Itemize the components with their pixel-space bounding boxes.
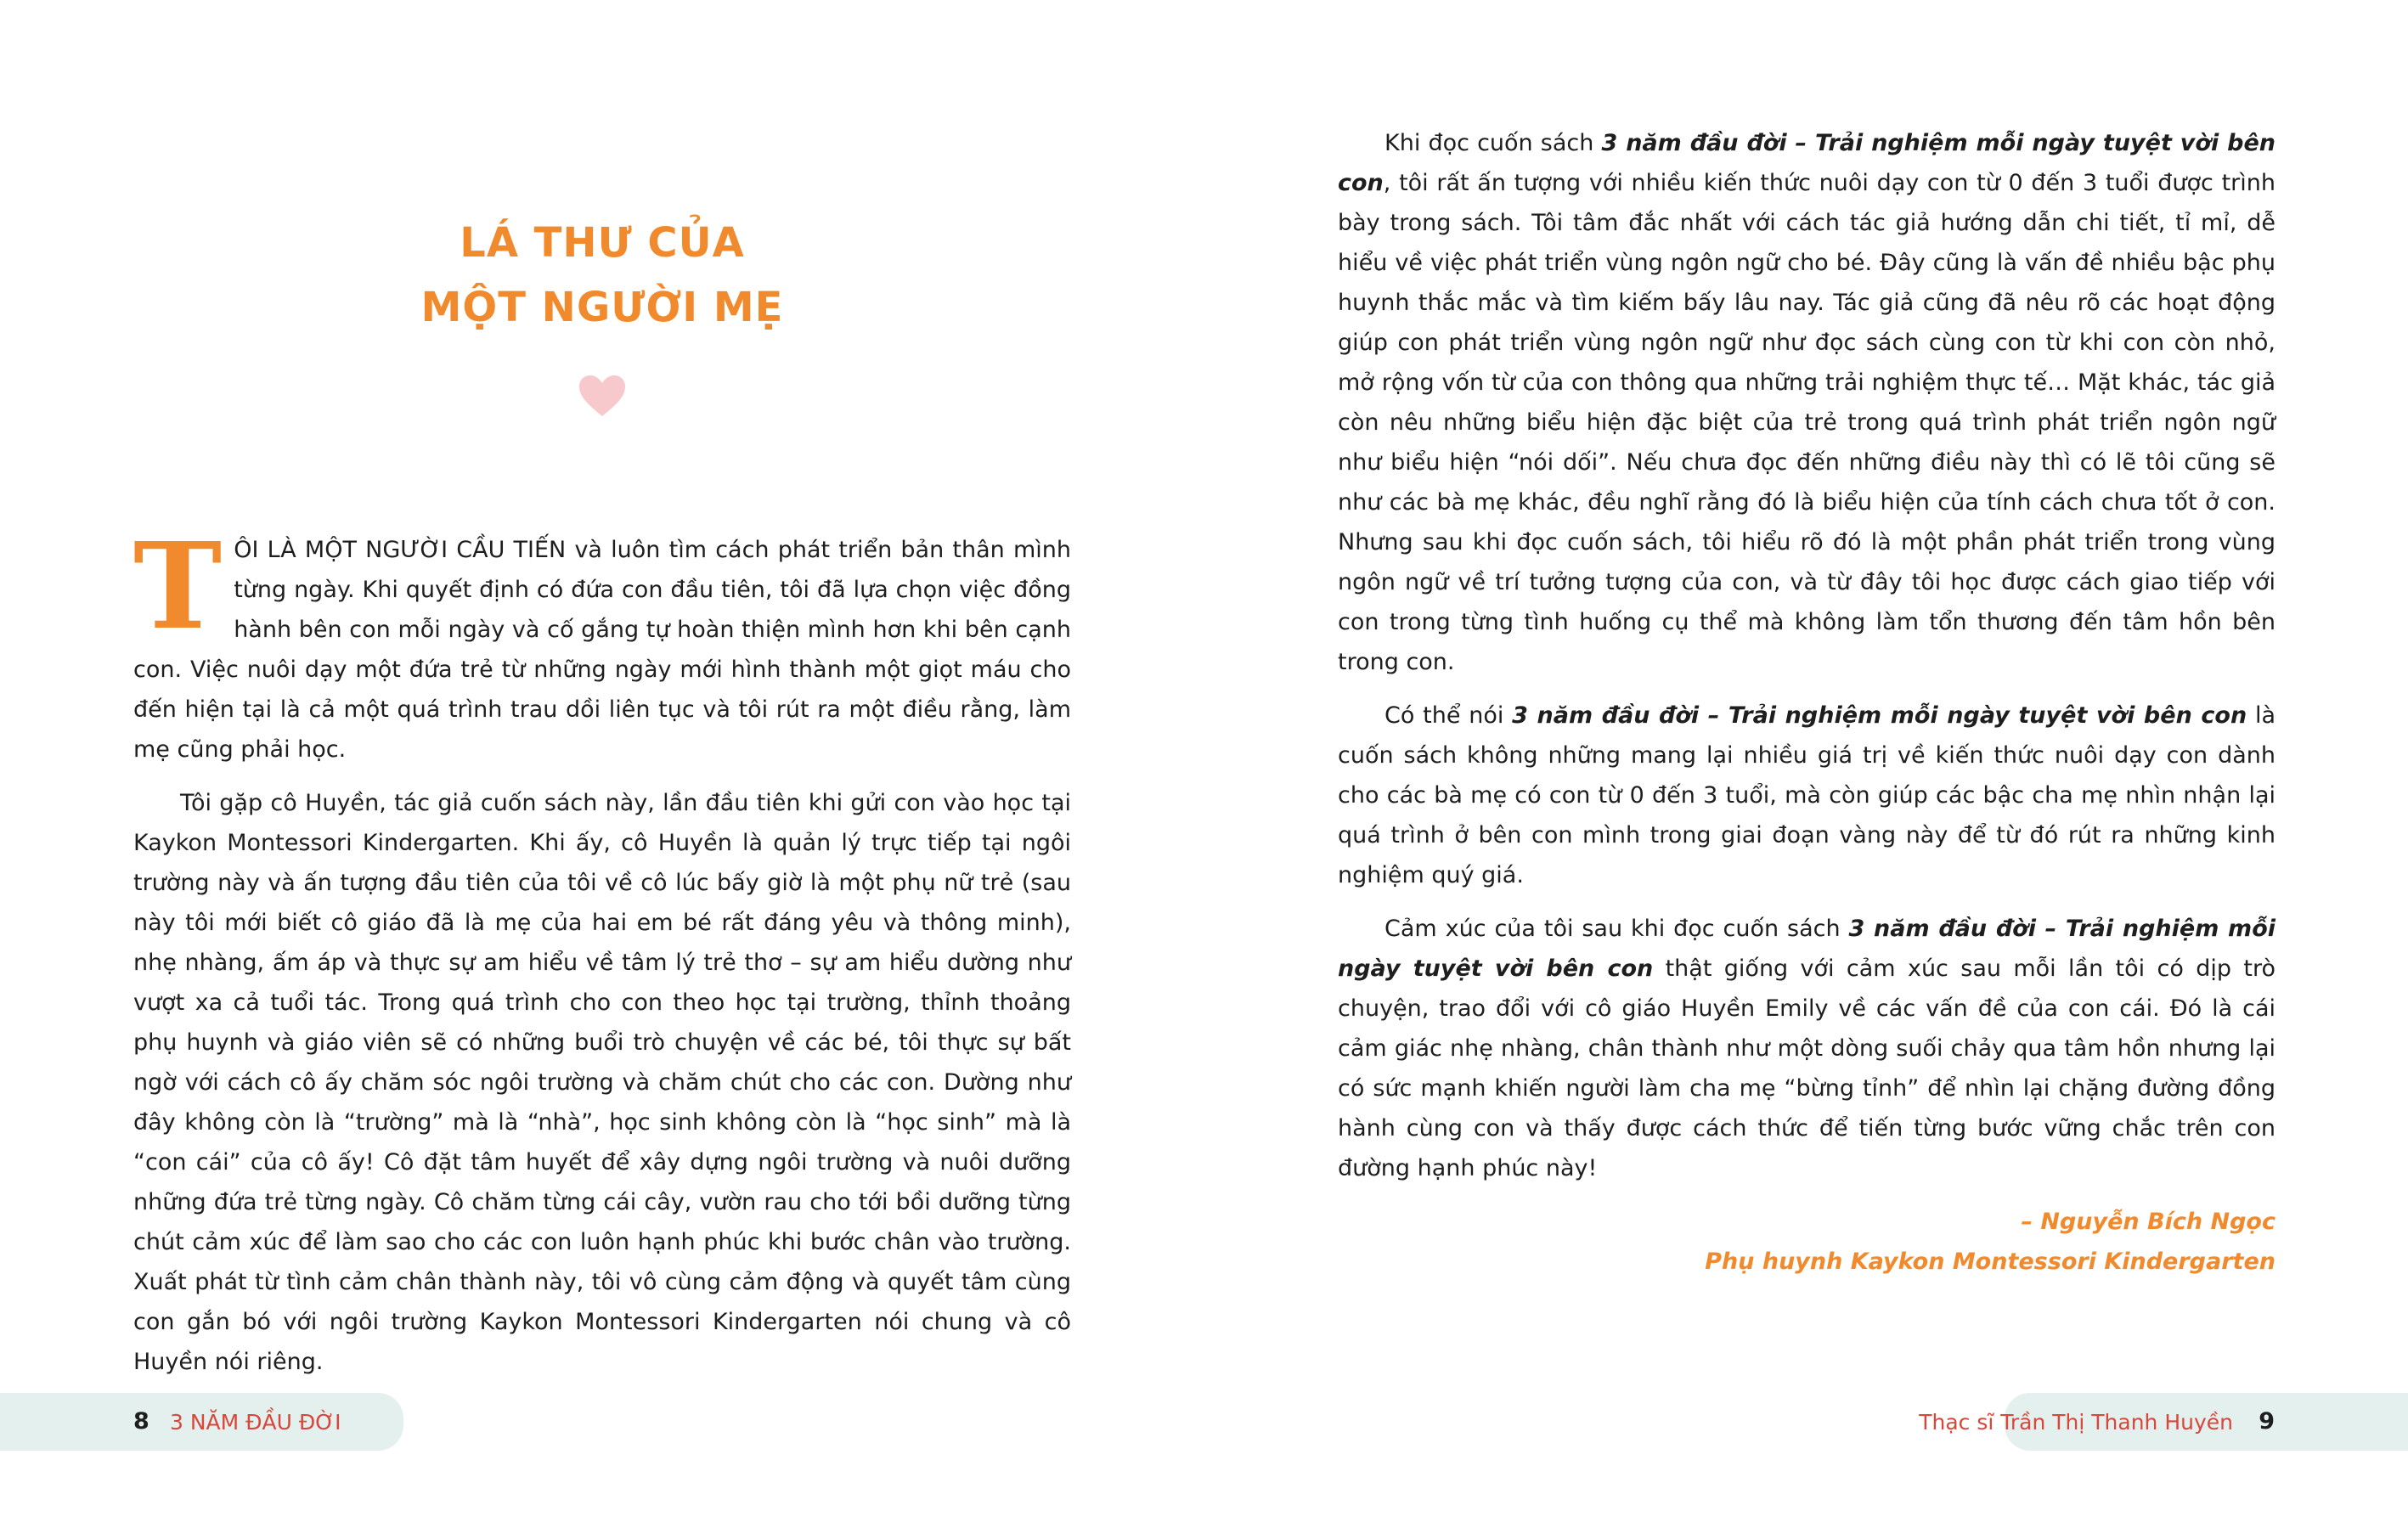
paragraph-4-rest: là cuốn sách không những mang lại nhiều giá trị về kiến thức nuôi dạy con dành cho các bà mẹ có con từ 0 đến 3 tuổi, mà còn giúp các bậc cha mẹ nhìn nhận lại quá trình ở bên con mình trong giai đoạn vàng này để từ đó rút ra những kinh nghiệm quý giá. — [1338, 702, 2275, 888]
book-title-ref: 3 năm đầu đời – Trải nghiệm mỗi ngày tuyệt vời bên con — [1512, 702, 2247, 729]
letter-title — [133, 211, 1071, 340]
book-title-ref: 3 năm đầu đời – Trải nghiệm mỗi ngày tuyệt vời bên con — [1338, 916, 2275, 982]
signature-role: Phụ huynh Kaykon Montessori Kindergarten — [1705, 1249, 2275, 1275]
right-page — [1204, 0, 2408, 1539]
paragraph-3-start: Khi đọc cuốn sách — [1384, 130, 1602, 156]
paragraph-3-rest: , tôi rất ấn tượng với nhiều kiến thức nuôi dạy con từ 0 đến 3 tuổi được trình bày trong sách. Tôi tâm đắc nhất với cách tác giả hướng dẫn chi tiết, tỉ mỉ, dễ hiểu về việc phát triển vùng ngôn ngữ cho bé. Đây cũng là vấn đề nhiều bậc phụ huynh thắc mắc và tìm kiếm bấy lâu nay. Tác giả cũng đã nêu rõ các hoạt động giúp con phát triển vùng ngôn ngữ như đọc sách cùng con từ khi con còn nhỏ, mở rộng vốn từ của con thông qua những trải nghiệm thực tế… Mặt khác, tác giả còn nêu những biểu hiện đặc biệt của trẻ trong quá trình phát triển ngôn ngữ như biểu hiện “nói dối”. Nếu chưa đọc đến những điều này thì có lẽ tôi cũng sẽ như các bà mẹ khác, đều nghĩ rằng đó là biểu hiện của tính cách chưa tốt ở con. Nhưng sau khi đọc cuốn sách, tôi hiểu rõ đó là một phần phát triển trong vùng ngôn ngữ về trí tưởng tượng của con, và từ đây tôi học được cách giao tiếp với con trong từng tình huống cụ thể mà không làm tổn thương đến tâm hồn bên trong con. — [1338, 170, 2275, 675]
title-line-2: MỘT NGƯỜI MẸ — [420, 284, 784, 331]
paragraph-5-start: Cảm xúc của tôi sau khi đọc cuốn sách — [1384, 916, 1849, 942]
paragraph-5 — [1338, 909, 2275, 1188]
running-head-book-title: 3 NĂM ĐẦU ĐỜI — [170, 1410, 341, 1435]
paragraph-1-rest: và luôn tìm cách phát triển bản thân mình từng ngày. Khi quyết định có đứa con đầu tiên, tôi đã lựa chọn việc đồng hành bên con mỗi ngày và cố gắng tự hoàn thiện mình hơn khi bên cạnh con. Việc nuôi dạy một đứa trẻ từ những ngày mới hình thành một giọt máu cho đến hiện tại là cả một quá trình trau dồi liên tục và tôi rút ra một điều rằng, làm mẹ cũng phải học. — [133, 537, 1071, 763]
paragraph-4 — [1338, 696, 2275, 895]
paragraph-4-start: Có thể nói — [1384, 702, 1513, 729]
running-head-author: Thạc sĩ Trần Thị Thanh Huyền — [1919, 1410, 2233, 1435]
title-line-1: LÁ THƯ CỦA — [460, 219, 745, 267]
page-number-left: 8 — [133, 1408, 149, 1435]
right-body-text — [1338, 123, 2275, 1282]
paragraph-5-rest: thật giống với cảm xúc sau mỗi lần tôi có dịp trò chuyện, trao đổi với cô giáo Huyền Emily về các vấn đề của con cái. Đó là cái cảm giác nhẹ nhàng, chân thành như một dòng suối chảy qua tâm hồn nhưng lại có sức mạnh khiến người làm cha mẹ “bừng tỉnh” để nhìn lại chặng đường đồng hành cùng con và thấy được cách thức để tiến từng bước vững chắc trên con đường hạnh phúc này! — [1338, 956, 2275, 1181]
intro-caps: ÔI LÀ MỘT NGƯỜI CẦU TIẾN — [234, 537, 567, 563]
signature — [1338, 1202, 2275, 1282]
left-body-text — [133, 517, 1071, 1395]
drop-cap: T — [133, 517, 223, 657]
paragraph-1 — [133, 517, 1071, 770]
signature-name: – Nguyễn Bích Ngọc — [2021, 1209, 2275, 1235]
paragraph-3 — [1338, 123, 2275, 682]
heart-icon — [578, 374, 627, 418]
book-title-ref: 3 năm đầu đời – Trải nghiệm mỗi ngày tuyệt vời bên con — [1338, 130, 2276, 196]
page-number-right: 9 — [2259, 1408, 2275, 1435]
paragraph-2: Tôi gặp cô Huyền, tác giả cuốn sách này, lần đầu tiên khi gửi con vào học tại Kaykon Montessori Kindergarten. Khi ấy, cô Huyền là quản lý trực tiếp tại ngôi trường này và ấn tượng đầu tiên của tôi về cô lúc bấy giờ là một phụ nữ trẻ (sau này tôi mới biết cô giáo đã là mẹ của hai em bé rất đáng yêu và thông minh), nhẹ nhàng, ấm áp và thực sự am hiểu về tâm lý trẻ thơ – sự am hiểu dường như vượt xa cả tuổi tác. Trong quá trình cho con theo học tại trường, thỉnh thoảng phụ huynh và giáo viên sẽ có những buổi trò chuyện về các bé, tôi thực sự bất ngờ với cách cô ấy chăm sóc ngôi trường và chăm chút cho các con. Dường như đây không còn là “trường” mà là “nhà”, học sinh không còn là “học sinh” mà là “con cái” của cô ấy! Cô đặt tâm huyết để xây dựng ngôi trường và nuôi dưỡng những đứa trẻ từng ngày. Cô chăm từng cái cây, vườn rau cho tới bồi dưỡng từng chút cảm xúc để làm sao cho các con luôn hạnh phúc khi bước chân vào trường. Xuất phát từ tình cảm chân thành này, tôi vô cùng cảm động và quyết tâm cùng con gắn bó với ngôi trường Kaykon Montessori Kindergarten nói chung và cô Huyền nói riêng. — [133, 790, 1071, 1375]
